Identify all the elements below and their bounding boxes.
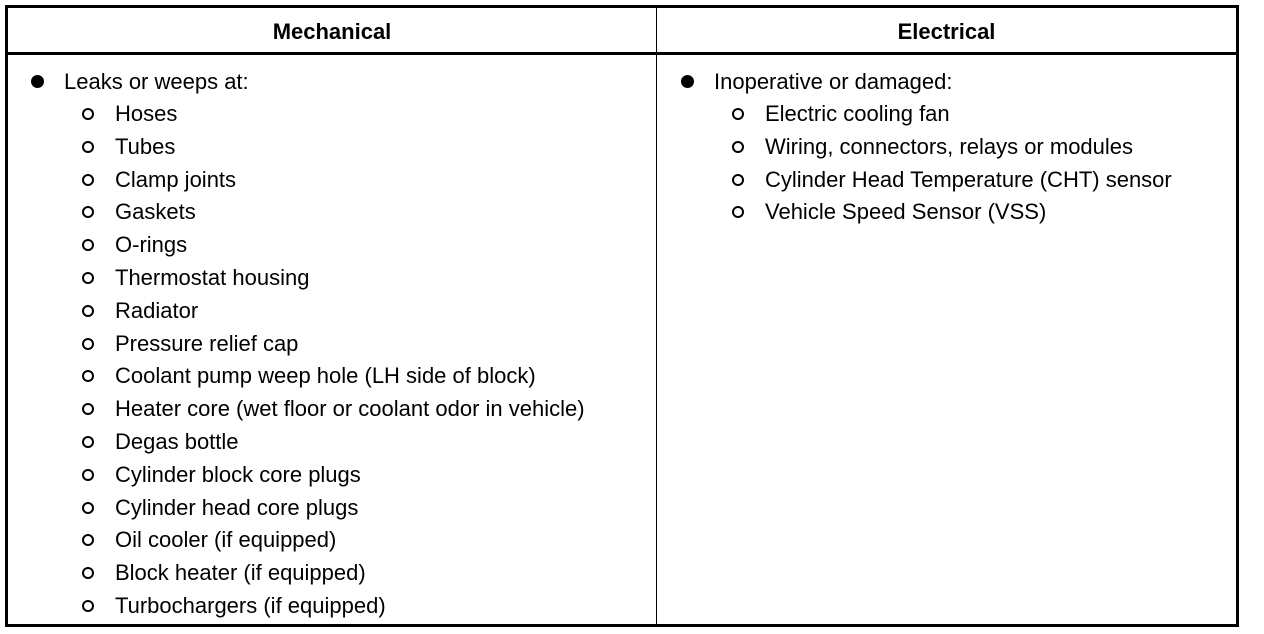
header-mechanical: Mechanical — [272, 19, 392, 44]
hollow-circle-bullet-icon — [82, 534, 94, 546]
list-item — [658, 131, 1238, 164]
list-item-label: Electric cooling fan — [765, 101, 950, 126]
filled-circle-bullet-icon — [681, 75, 694, 88]
list-item-label: Hoses — [115, 101, 178, 126]
list-item — [8, 196, 656, 229]
list-item — [8, 328, 656, 361]
list-item-label: Wiring, connectors, relays or modules — [765, 133, 1134, 159]
hollow-circle-bullet-icon — [82, 469, 94, 481]
list-item — [8, 229, 656, 262]
hollow-circle-bullet-icon — [82, 305, 94, 317]
list-item-label: Cylinder block core plugs — [115, 461, 361, 487]
list-item — [658, 98, 1238, 131]
list-item — [8, 426, 656, 459]
electrical-sub-list — [658, 98, 1238, 229]
hollow-circle-bullet-icon — [82, 108, 94, 120]
hollow-circle-bullet-icon — [82, 239, 94, 251]
hollow-circle-bullet-icon — [82, 502, 94, 514]
list-item — [8, 393, 656, 426]
hollow-circle-bullet-icon — [732, 108, 744, 120]
list-item — [8, 492, 656, 525]
mechanical-heading: Leaks or weeps at: — [64, 69, 249, 94]
hollow-circle-bullet-icon — [82, 272, 94, 284]
list-item-label: Radiator — [115, 297, 199, 323]
header-electrical: Electrical — [897, 19, 996, 44]
mechanical-sub-list — [8, 98, 656, 623]
list-item-label: Clamp joints — [115, 166, 237, 192]
list-item-label: Heater core (wet floor or coolant odor in vehicle) — [115, 396, 585, 422]
list-item — [8, 524, 656, 557]
hollow-circle-bullet-icon — [82, 338, 94, 350]
electrical-heading: Inoperative or damaged: — [714, 69, 953, 94]
list-item-label: Block heater (if equipped) — [115, 560, 366, 586]
list-item-label: Tubes — [115, 133, 176, 159]
list-item-label: Pressure relief cap — [115, 330, 299, 356]
table-header-row — [8, 8, 1236, 55]
list-item-label: Coolant pump weep hole (LH side of block) — [115, 363, 536, 389]
mechanical-heading-item — [8, 65, 656, 98]
hollow-circle-bullet-icon — [82, 370, 94, 382]
list-item-label: Gaskets — [115, 199, 196, 225]
list-item — [8, 360, 656, 393]
mechanical-column — [8, 65, 656, 623]
hollow-circle-bullet-icon — [732, 141, 744, 153]
list-item — [8, 557, 656, 590]
list-item-label: Vehicle Speed Sensor (VSS) — [765, 199, 1047, 225]
electrical-column — [658, 65, 1238, 229]
list-item — [8, 459, 656, 492]
hollow-circle-bullet-icon — [82, 174, 94, 186]
electrical-heading-item — [658, 65, 1238, 98]
list-item-label: Cylinder Head Temperature (CHT) sensor — [765, 166, 1172, 192]
column-divider — [656, 8, 657, 624]
filled-circle-bullet-icon — [31, 75, 44, 88]
list-item — [8, 98, 656, 131]
list-item-label: Cylinder head core plugs — [115, 494, 359, 520]
list-item-label: Degas bottle — [115, 428, 239, 454]
list-item — [8, 262, 656, 295]
list-item — [8, 295, 656, 328]
diagnosis-table — [5, 5, 1239, 627]
hollow-circle-bullet-icon — [82, 403, 94, 415]
hollow-circle-bullet-icon — [82, 567, 94, 579]
hollow-circle-bullet-icon — [82, 206, 94, 218]
hollow-circle-bullet-icon — [82, 436, 94, 448]
hollow-circle-bullet-icon — [732, 174, 744, 186]
list-item-label: O-rings — [115, 232, 188, 258]
list-item — [8, 164, 656, 197]
list-item — [8, 131, 656, 164]
list-item — [658, 196, 1238, 229]
list-item — [658, 164, 1238, 197]
list-item-label: Oil cooler (if equipped) — [115, 527, 337, 553]
hollow-circle-bullet-icon — [732, 206, 744, 218]
hollow-circle-bullet-icon — [82, 141, 94, 153]
list-item-label: Turbochargers (if equipped) — [115, 592, 386, 618]
hollow-circle-bullet-icon — [82, 600, 94, 612]
list-item — [8, 590, 656, 623]
list-item-label: Thermostat housing — [115, 264, 310, 290]
